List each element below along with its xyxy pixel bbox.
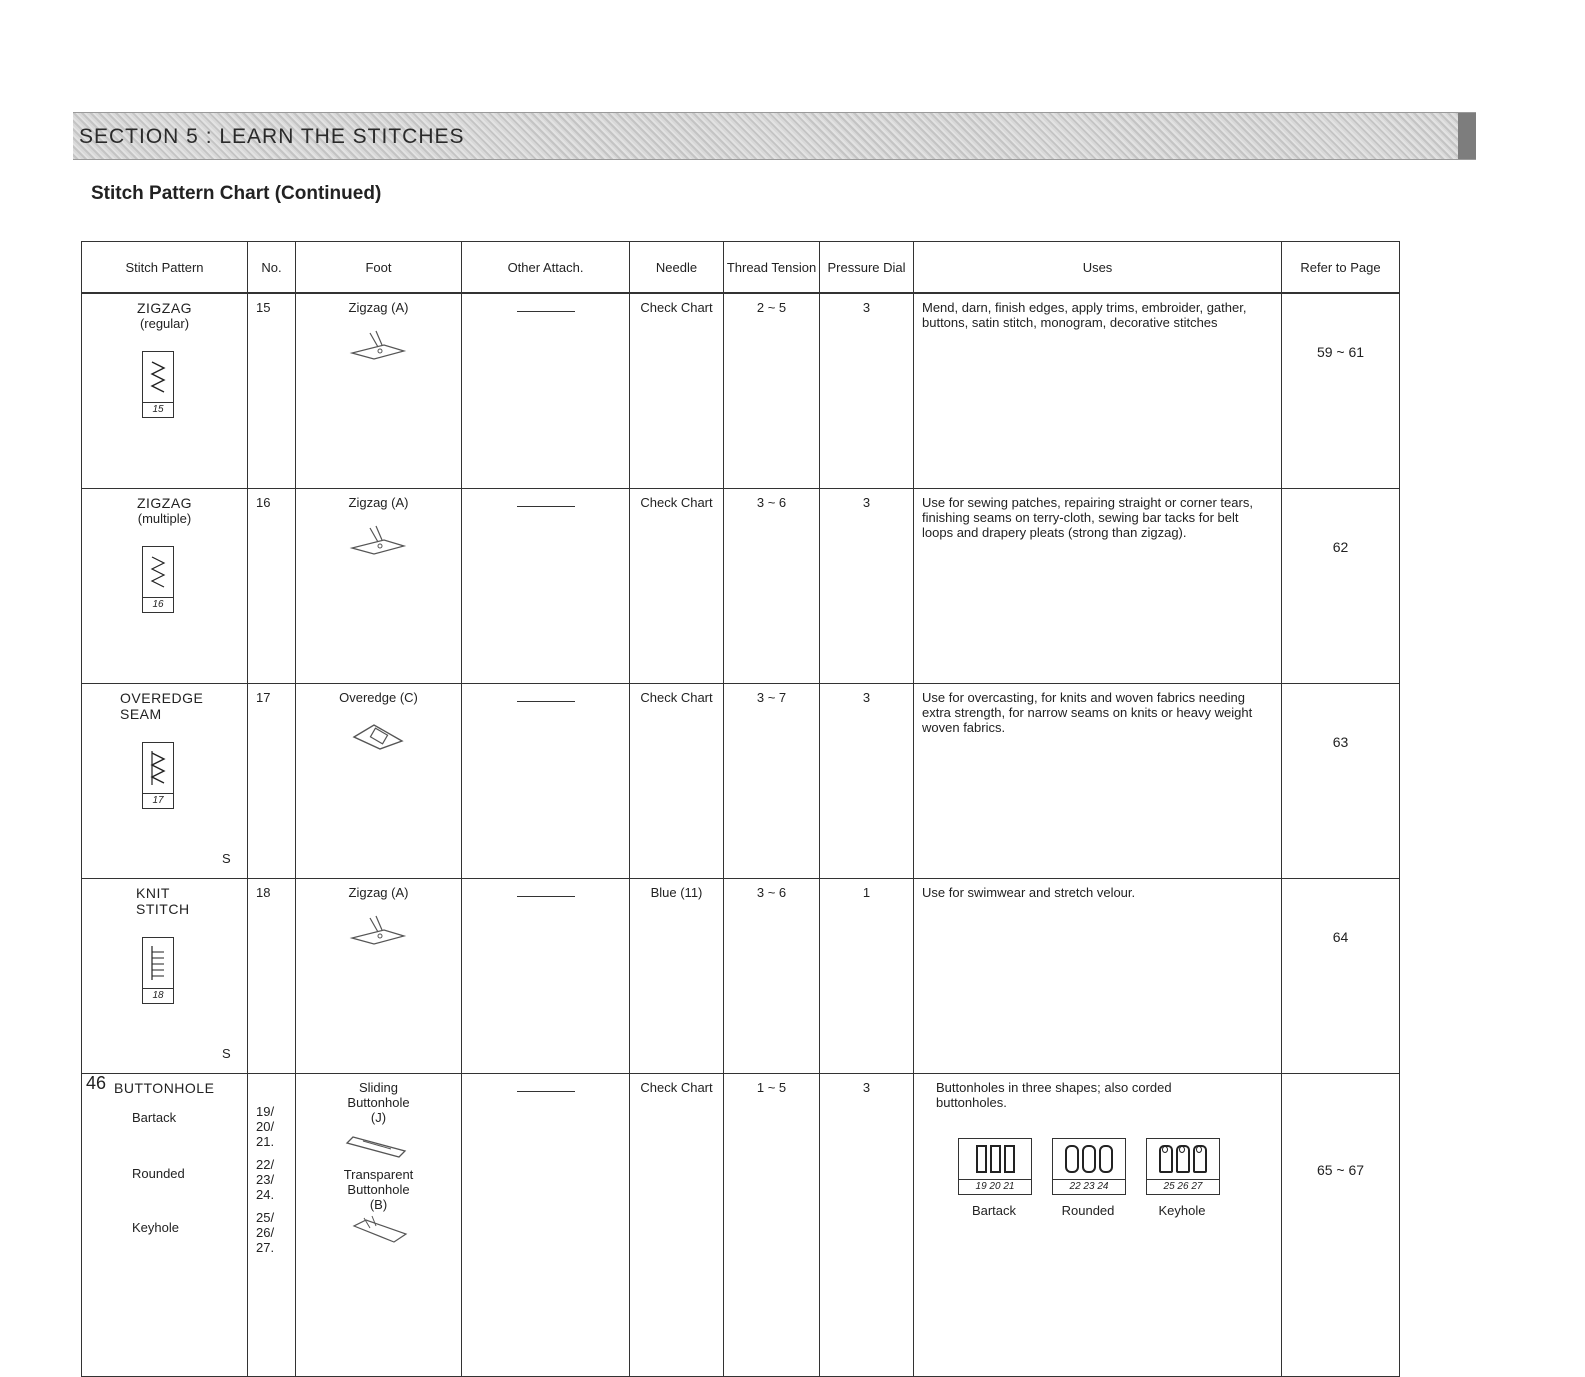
- foot-name: Zigzag (A): [348, 885, 409, 900]
- zigzag-foot-icon: [344, 910, 414, 950]
- header-needle: Needle: [630, 242, 724, 294]
- uses-cell: Use for sewing patches, repairing straight or corner tears, finishing seams on terry-cloth, sewing bar tacks for belt loops and drapery pleats (strong than zigzag).: [914, 489, 1282, 684]
- zigzag-foot-icon: [344, 520, 414, 560]
- header-no: No.: [248, 242, 296, 294]
- buttonhole-type: Rounded: [132, 1166, 185, 1181]
- foot-name: Transparent Buttonhole (B): [343, 1167, 414, 1212]
- other-attach-cell: [462, 1074, 630, 1377]
- refer-page-cell: 63: [1282, 684, 1400, 879]
- foot-name: Zigzag (A): [348, 495, 409, 510]
- other-attach-none: [517, 311, 575, 312]
- sliding-buttonhole-foot-icon: [339, 1129, 419, 1159]
- uses-cell: [914, 1074, 1282, 1377]
- stitch-name: ZIGZAG: [136, 300, 193, 316]
- needle-cell: Check Chart: [630, 293, 724, 489]
- overedge-stitch-icon: [142, 742, 174, 809]
- stitch-number: 17: [248, 684, 296, 879]
- thread-tension-cell: 3 ~ 7: [724, 684, 820, 879]
- stretch-mark: S: [222, 1046, 231, 1061]
- buttonhole-shapes: [958, 1138, 1273, 1218]
- table-row: [82, 879, 1400, 1074]
- header-thread-tension: Thread Tension: [724, 242, 820, 294]
- refer-page-cell: 59 ~ 61: [1282, 293, 1400, 489]
- stitch-name: BUTTONHOLE: [114, 1080, 215, 1096]
- table-row: [82, 684, 1400, 879]
- number-line: 27.: [256, 1240, 275, 1255]
- stitch-subname: (multiple): [137, 511, 192, 526]
- pressure-dial-cell: 3: [820, 684, 914, 879]
- stitch-number: [248, 1074, 296, 1377]
- header-other-attach: Other Attach.: [462, 242, 630, 294]
- table-row-buttonhole: [82, 1074, 1400, 1377]
- overedge-foot-icon: [344, 715, 414, 755]
- uses-cell: Use for overcasting, for knits and woven fabrics needing extra strength, for narrow seams on knits or heavy weight woven fabrics.: [914, 684, 1282, 879]
- thread-tension-cell: 3 ~ 6: [724, 879, 820, 1074]
- number-line: 20/: [256, 1119, 275, 1134]
- rounded-shape: [1052, 1138, 1124, 1218]
- stitch-name: ZIGZAG: [136, 495, 193, 511]
- stitch-name: KNIT: [136, 885, 170, 901]
- other-attach-none: [517, 701, 575, 702]
- number-line: 24.: [256, 1187, 275, 1202]
- other-attach-cell: [462, 489, 630, 684]
- thread-tension-cell: 1 ~ 5: [724, 1074, 820, 1377]
- shape-numbers: 22 23 24: [1052, 1180, 1126, 1195]
- refer-page-cell: 65 ~ 67: [1282, 1074, 1400, 1377]
- header-uses: Uses: [914, 242, 1282, 294]
- needle-cell: Blue (11): [630, 879, 724, 1074]
- thread-tension-cell: 3 ~ 6: [724, 489, 820, 684]
- other-attach-cell: [462, 293, 630, 489]
- refer-page-cell: 64: [1282, 879, 1400, 1074]
- stitch-pattern-cell: [82, 293, 248, 489]
- multiple-zigzag-stitch-icon: [142, 546, 174, 613]
- number-line: 26/: [256, 1225, 275, 1240]
- number-line: 21.: [256, 1134, 275, 1149]
- needle-cell: Check Chart: [630, 1074, 724, 1377]
- other-attach-cell: [462, 684, 630, 879]
- stitch-pattern-cell: [82, 684, 248, 879]
- number-line: 23/: [256, 1172, 275, 1187]
- table-header-row: [82, 242, 1400, 294]
- stitch-name: OVEREDGE: [120, 690, 204, 706]
- stitch-pattern-cell: [82, 489, 248, 684]
- section-title: SECTION 5 : LEARN THE STITCHES: [79, 125, 465, 148]
- page-number: 46: [86, 1073, 107, 1093]
- needle-cell: Check Chart: [630, 489, 724, 684]
- number-line: 19/: [256, 1104, 275, 1119]
- stitch-number: 18: [248, 879, 296, 1074]
- number-line: 22/: [256, 1157, 275, 1172]
- shape-caption: Bartack: [971, 1203, 1017, 1218]
- table-row: [82, 489, 1400, 684]
- uses-text: Buttonholes in three shapes; also corded buttonholes.: [936, 1080, 1172, 1110]
- pressure-dial-cell: 3: [820, 489, 914, 684]
- foot-name: Overedge (C): [339, 690, 418, 705]
- shape-numbers: 25 26 27: [1146, 1180, 1220, 1195]
- header-pressure-dial: Pressure Dial: [820, 242, 914, 294]
- keyhole-buttonhole-icon: [1146, 1138, 1220, 1180]
- stitch-subname: STITCH: [136, 901, 190, 917]
- thread-tension-cell: 2 ~ 5: [724, 293, 820, 489]
- foot-cell: [296, 1074, 462, 1377]
- zigzag-foot-icon: [344, 325, 414, 365]
- refer-page-cell: 62: [1282, 489, 1400, 684]
- number-line: 25/: [256, 1210, 275, 1225]
- uses-cell: Mend, darn, finish edges, apply trims, embroider, gather, buttons, satin stitch, monogram, decorative stitches: [914, 293, 1282, 489]
- bartack-buttonhole-icon: [958, 1138, 1032, 1180]
- stitch-number-label: 17: [142, 794, 174, 809]
- header-stitch-pattern: Stitch Pattern: [82, 242, 248, 294]
- foot-cell: [296, 684, 462, 879]
- other-attach-none: [517, 896, 575, 897]
- stitch-number-label: 15: [142, 403, 174, 418]
- needle-cell: Check Chart: [630, 684, 724, 879]
- stitch-number-label: 18: [142, 989, 174, 1004]
- foot-cell: [296, 293, 462, 489]
- stitch-number: 15: [248, 293, 296, 489]
- shape-caption: Rounded: [1061, 1203, 1115, 1218]
- foot-cell: [296, 879, 462, 1074]
- bartack-shape: [958, 1138, 1030, 1218]
- header-foot: Foot: [296, 242, 462, 294]
- other-attach-none: [517, 506, 575, 507]
- keyhole-shape: [1146, 1138, 1218, 1218]
- pressure-dial-cell: 1: [820, 879, 914, 1074]
- stitch-pattern-cell: [82, 879, 248, 1074]
- zigzag-stitch-icon: [142, 351, 174, 418]
- section-banner: [73, 112, 1476, 160]
- stitch-number: 16: [248, 489, 296, 684]
- uses-cell: Use for swimwear and stretch velour.: [914, 879, 1282, 1074]
- table-row: [82, 293, 1400, 489]
- knit-stitch-icon: [142, 937, 174, 1004]
- stitch-pattern-table: [81, 241, 1400, 1377]
- stitch-subname: (regular): [139, 316, 190, 331]
- foot-name: Zigzag (A): [348, 300, 409, 315]
- pressure-dial-cell: 3: [820, 1074, 914, 1377]
- stitch-number-label: 16: [142, 598, 174, 613]
- transparent-buttonhole-foot-icon: [344, 1214, 414, 1248]
- other-attach-cell: [462, 879, 630, 1074]
- header-refer-to-page: Refer to Page: [1282, 242, 1400, 294]
- buttonhole-type: Keyhole: [132, 1220, 179, 1235]
- foot-name: Sliding Buttonhole (J): [347, 1080, 410, 1125]
- section-banner-end: [1458, 113, 1476, 159]
- shape-numbers: 19 20 21: [958, 1180, 1032, 1195]
- foot-cell: [296, 489, 462, 684]
- rounded-buttonhole-icon: [1052, 1138, 1126, 1180]
- page-title: Stitch Pattern Chart (Continued): [91, 183, 382, 204]
- pressure-dial-cell: 3: [820, 293, 914, 489]
- stitch-subname: SEAM: [120, 706, 162, 722]
- stretch-mark: S: [222, 851, 231, 866]
- buttonhole-type: Bartack: [132, 1110, 177, 1125]
- shape-caption: Keyhole: [1158, 1203, 1206, 1218]
- other-attach-none: [517, 1091, 575, 1092]
- stitch-pattern-cell: [82, 1074, 248, 1377]
